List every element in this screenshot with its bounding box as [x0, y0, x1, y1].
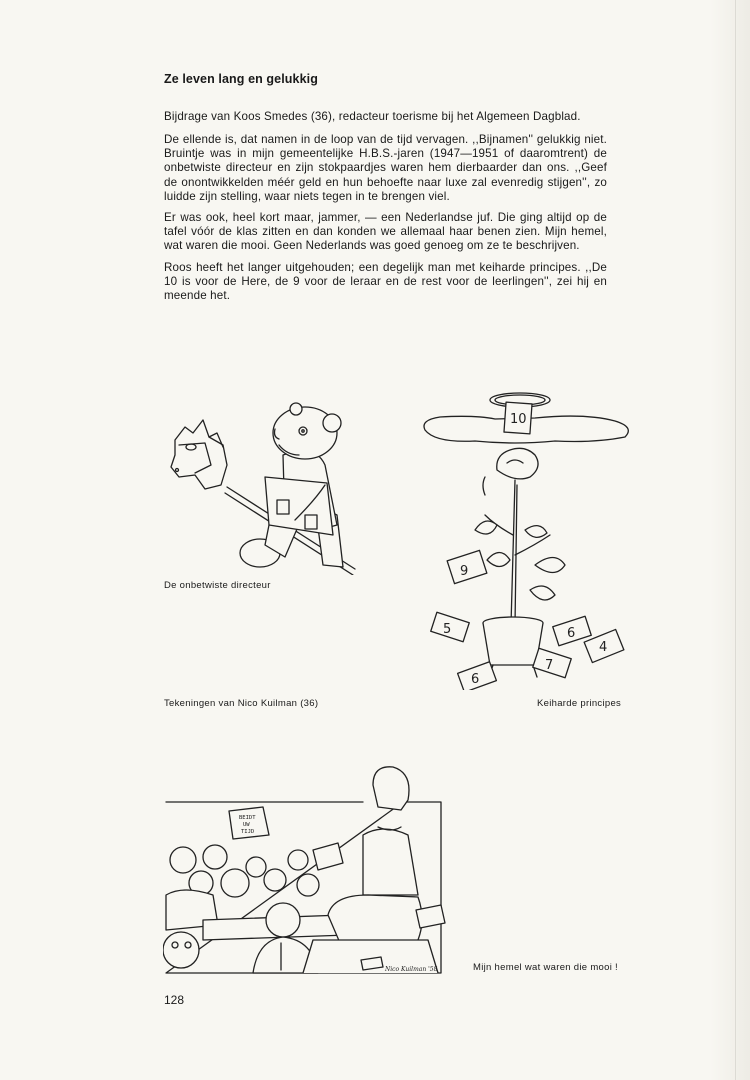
svg-text:5: 5	[443, 622, 452, 637]
bear-caption: De onbetwiste directeur	[164, 580, 271, 591]
svg-text:10: 10	[510, 412, 527, 427]
svg-text:BEIDT: BEIDT	[239, 815, 256, 821]
satchel	[265, 477, 333, 535]
grade-card-10	[504, 402, 532, 434]
grade-card-5	[431, 612, 470, 642]
svg-text:TIJD: TIJD	[241, 829, 255, 835]
rose-plant	[475, 448, 565, 625]
illustration-credit: Tekeningen van Nico Kuilman (36)	[164, 698, 319, 709]
rose-illustration	[415, 385, 635, 690]
grade-card-7	[533, 648, 572, 678]
svg-text:6: 6	[567, 626, 576, 641]
grade-card-9	[447, 550, 487, 583]
body-paragraph: De ellende is, dat namen in de loop van de tijd vervagen. ,,Bijnamen'' gelukkig niet. Bruintje was in mijn gemeentelijke H.B.S.-jaren (1947—1951 of daaromtrent) de onbetwiste directeur en zijn stokpaardjes waren hem dierbaarder dan ons. ,,Geef de onontwikkelden méér geld en hun behoefte naar luxe zal evenredig stijgen'', zo luidde zijn stelling, waar niets tegen in te brengen viel.	[164, 133, 607, 203]
byline-paragraph: Bijdrage van Koos Smedes (36), redacteur toerisme bij het Algemeen Dagblad.	[164, 110, 581, 123]
artist-signature: Nico Kuilman '58	[385, 966, 438, 973]
wall-sign	[229, 807, 269, 839]
teddy-bear-illustration	[165, 385, 395, 575]
classroom-caption: Mijn hemel wat waren die mooi !	[473, 962, 618, 973]
svg-text:4: 4	[599, 640, 608, 655]
grade-card-6-left	[458, 662, 497, 690]
open-book	[313, 843, 343, 870]
page-gutter-shadow	[710, 0, 750, 1080]
rose-caption: Keiharde principes	[537, 698, 622, 709]
svg-text:UW: UW	[243, 822, 250, 828]
article-title: Ze leven lang en gelukkig	[164, 72, 318, 86]
svg-text:9: 9	[460, 564, 469, 579]
body-paragraph: Er was ook, heel kort maar, jammer, — een Nederlandse juf. Die ging altijd op de tafel vóór de klas zitten en dan konden we allemaal haar benen zien. Mijn hemel, wat waren die mooi. Geen Nederlands was goed genoeg om ze te beschrijven.	[164, 211, 607, 253]
body-paragraph: Roos heeft het langer uitgehouden; een degelijk man met keiharde principes. ,,De 10 is voor de Here, de 9 voor de leraar en de rest voor de leerlingen'', zei hij en meende het.	[164, 261, 607, 303]
svg-text:7: 7	[545, 658, 554, 673]
page-edge	[735, 0, 736, 1080]
small-book	[361, 957, 383, 970]
classroom-illustration	[163, 745, 448, 975]
page-number: 128	[164, 993, 185, 1007]
svg-text:6: 6	[471, 672, 480, 687]
hobby-horse-head	[171, 420, 227, 489]
